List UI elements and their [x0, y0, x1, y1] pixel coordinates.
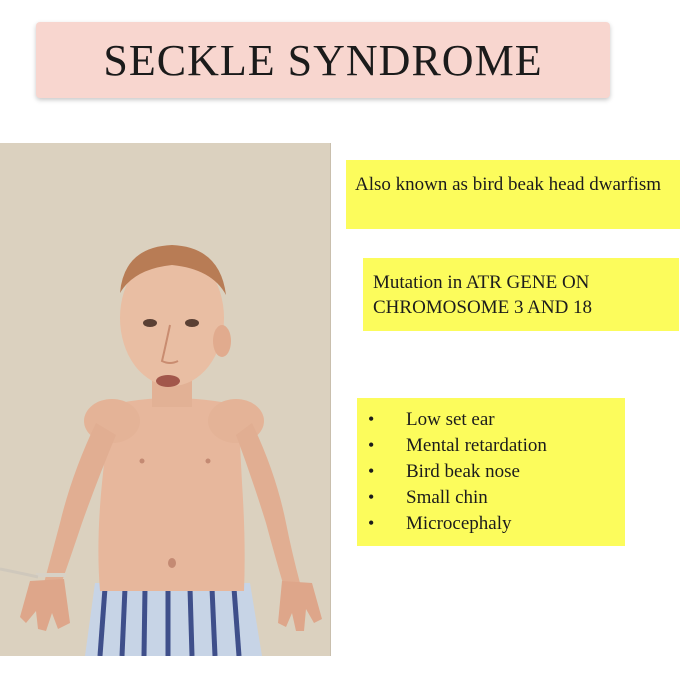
- aka-box: [346, 160, 680, 229]
- bullet-icon: •: [368, 512, 375, 533]
- page-title: SECKLE SYNDROME: [103, 35, 543, 85]
- feature-text: Bird beak nose: [406, 460, 520, 482]
- features-list: [368, 406, 619, 536]
- bullet-icon: •: [368, 486, 375, 507]
- feature-text: Mental retardation: [406, 434, 547, 456]
- list-item: [368, 484, 619, 510]
- bullet-icon: •: [368, 460, 375, 481]
- list-item: [368, 510, 619, 536]
- list-item: [368, 432, 619, 458]
- feature-text: Microcephaly: [406, 512, 512, 534]
- feature-text: Small chin: [406, 486, 488, 508]
- feature-text: Low set ear: [406, 408, 495, 430]
- title-banner: [36, 22, 610, 98]
- list-item: [368, 458, 619, 484]
- aka-text: Also known as bird beak head dwarfism: [355, 174, 662, 195]
- list-item: [368, 406, 619, 432]
- mutation-box: [363, 258, 679, 331]
- patient-photo: [0, 143, 331, 656]
- features-box: [357, 398, 625, 546]
- bullet-icon: •: [368, 434, 375, 455]
- bullet-icon: •: [368, 408, 375, 429]
- mutation-text: Mutation in ATR GENE ON CHROMOSOME 3 AND 18: [373, 272, 593, 318]
